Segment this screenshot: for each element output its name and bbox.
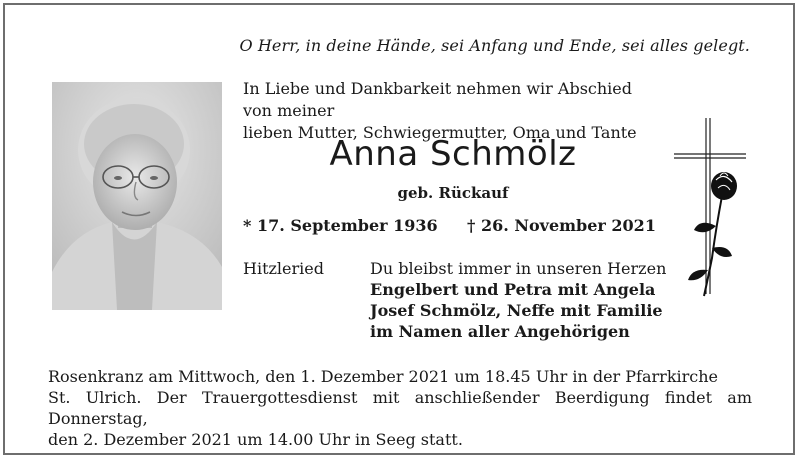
service-info	[48, 366, 752, 450]
mourners-line: Josef Schmölz, Neffe mit Familie	[370, 301, 663, 320]
portrait-photo	[52, 82, 222, 310]
motto: O Herr, in deine Hände, sei Anfang und Ende, sei alles gelegt.	[239, 36, 750, 55]
residence-place: Hitzleried	[243, 259, 324, 278]
mourners-block	[370, 258, 700, 342]
birth-date: * 17. September 1936	[243, 216, 438, 235]
service-line: St. Ulrich. Der Trauergottesdienst mit anschließender Beerdigung findet am Donnerstag,	[48, 388, 752, 428]
intro-line: In Liebe und Dankbarkeit nehmen wir Abschied von meiner	[243, 79, 633, 120]
cross-with-rose-icon	[672, 118, 762, 298]
maiden-name: geb. Rückauf	[397, 184, 509, 202]
mourners-line: Engelbert und Petra mit Angela	[370, 280, 656, 299]
mourners-line: im Namen aller Angehörigen	[370, 322, 630, 341]
intro-line: lieben Mutter, Schwiegermutter, Oma und Tante	[243, 123, 637, 142]
mourners-line: Du bleibst immer in unseren Herzen	[370, 259, 667, 278]
service-line: Rosenkranz am Mittwoch, den 1. Dezember 2021 um 18.45 Uhr in der Pfarrkirche	[48, 367, 719, 386]
deceased-name: Anna Schmölz	[329, 134, 577, 174]
death-date: † 26. November 2021	[467, 216, 656, 235]
service-line: den 2. Dezember 2021 um 14.00 Uhr in Seeg statt.	[48, 430, 463, 449]
